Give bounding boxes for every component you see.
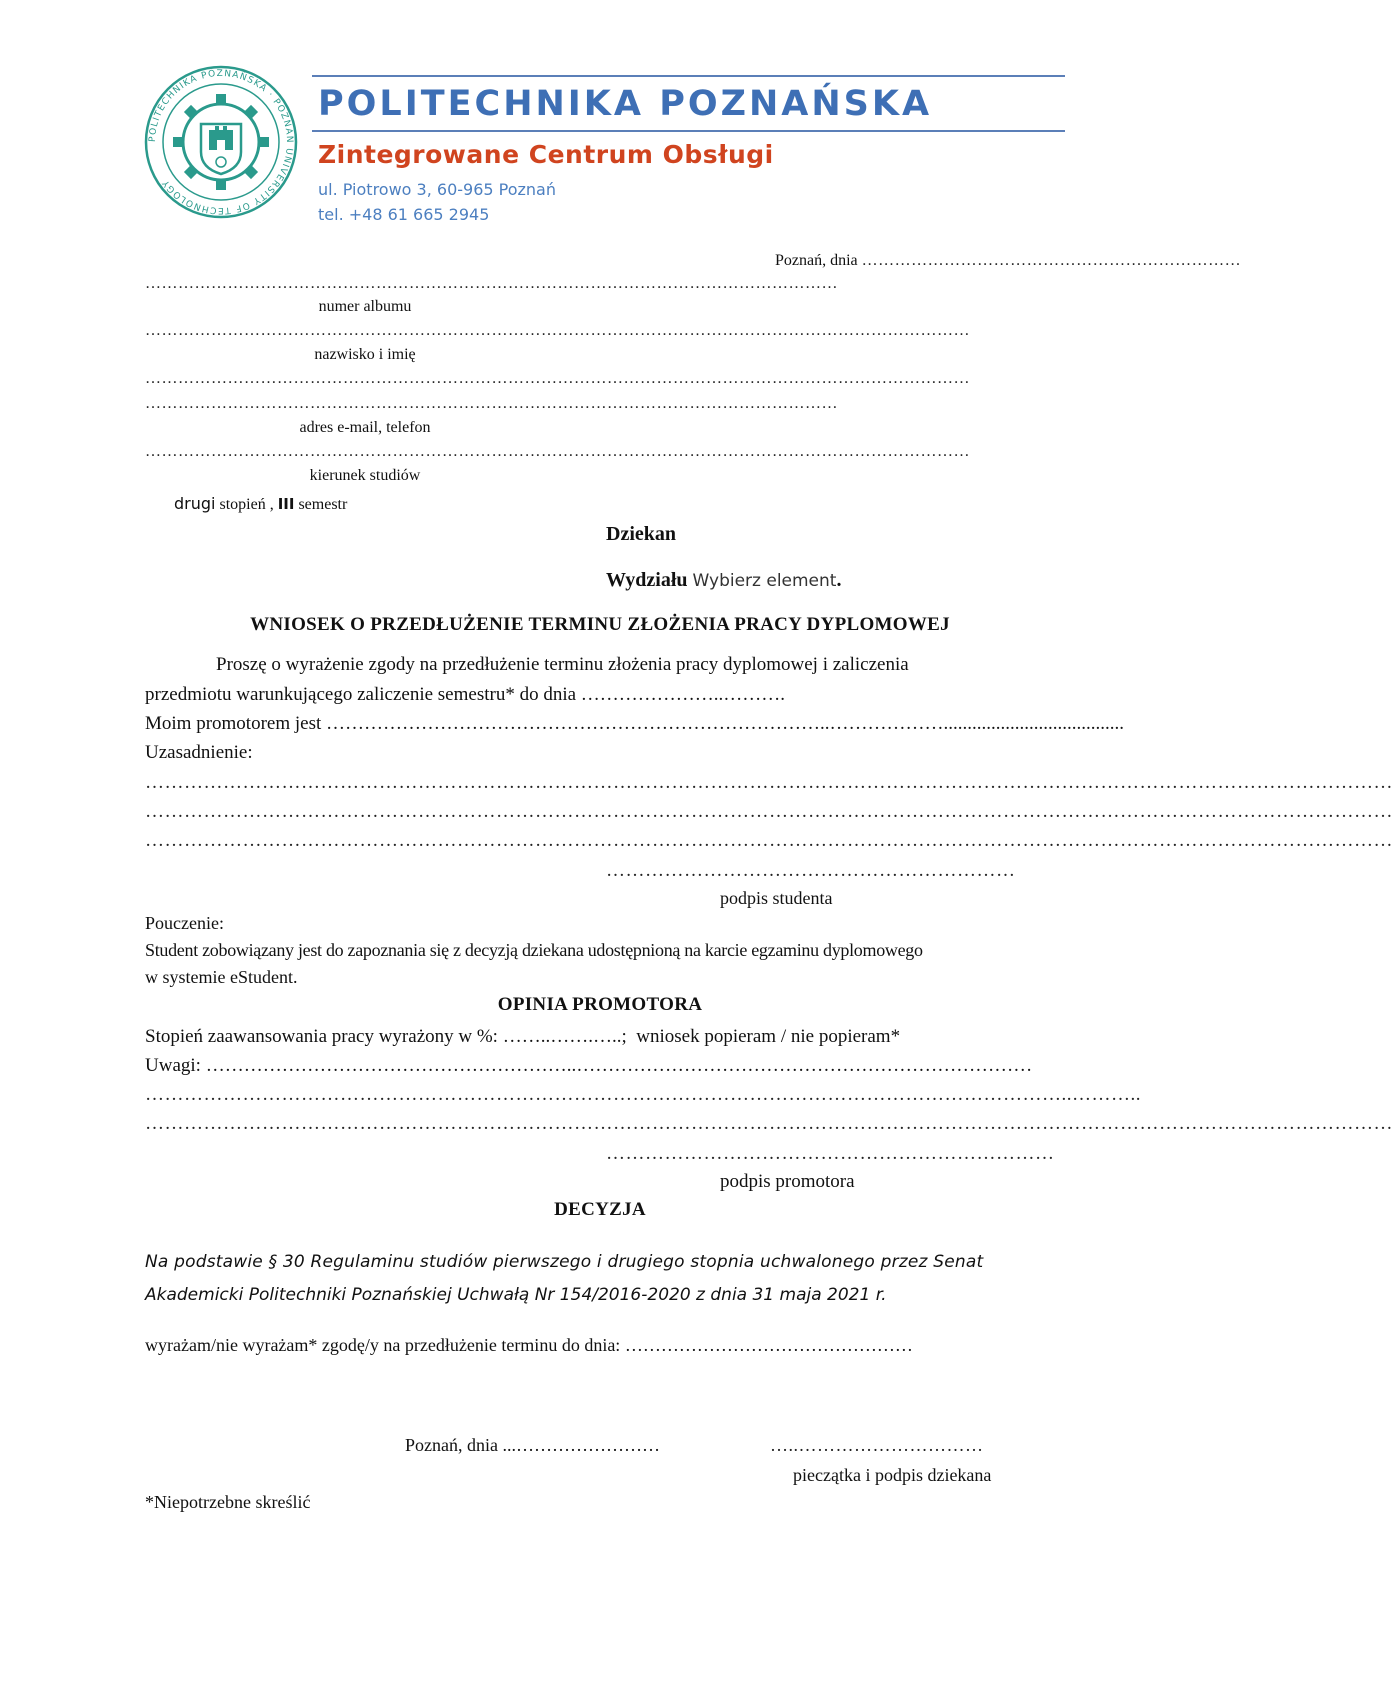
consent-text: wyrażam/nie wyrażam* zgodę/y na przedłużenie terminu do dnia: (145, 1335, 621, 1355)
university-logo (143, 64, 299, 220)
contact-label: adres e-mail, telefon (299, 419, 431, 436)
remarks-label: Uwagi: (145, 1055, 201, 1076)
date-field[interactable]: …………………………………………………………… (861, 252, 1242, 269)
notice-line-2: w systemie eStudent. (145, 967, 298, 987)
faculty-line (606, 569, 841, 592)
header-bottom-line (312, 130, 1065, 132)
notice-line-1: Student zobowiązany jest do zapoznania się z decyzją dziekana udostępnioną na karcie egzaminu dyplomowego (145, 940, 923, 960)
album-label: numer albumu (318, 298, 412, 315)
request-line-2-text: przedmiotu warunkującego zaliczenie semestru* do dnia (145, 684, 577, 705)
faculty-prefix: Wydziału (606, 569, 688, 591)
progress-label: Stopień zaawansowania pracy wyrażony w %: (145, 1026, 498, 1047)
dean-signature-field[interactable]: …..………………………… (770, 1435, 984, 1455)
university-name: POLITECHNIKA POZNAŃSKA (318, 84, 933, 124)
opinion-title: OPINIA PROMOTORA (497, 994, 703, 1015)
decision-date-field[interactable]: ...…………………… (502, 1435, 660, 1455)
legal-basis-line-1: Na podstawie § 30 Regulaminu studiów pierwszego i drugiego stopnia uchwalonego przez Senat (145, 1252, 984, 1272)
request-title: WNIOSEK O PRZEDŁUŻENIE TERMINU ZŁOŻENIA PRACY DYPLOMOWEJ (250, 614, 950, 635)
name-label: nazwisko i imię (314, 346, 416, 363)
request-date-field[interactable]: …………………..………. (580, 684, 786, 705)
justification-line-3[interactable]: ………………………………………………………………………………………………………………………………………………………………………… (145, 830, 1393, 851)
header-top-line (312, 75, 1065, 77)
address: ul. Piotrowo 3, 60-965 Poznań (318, 180, 556, 199)
promoter-line (145, 713, 1125, 735)
name-field[interactable]: …………………………………………………………………………………………………………………………………… (145, 322, 970, 339)
date-label: Poznań, dnia (775, 252, 858, 269)
justification-line-1[interactable]: ………………………………………………………………………………………………………………………………………………………………………… (145, 772, 1393, 793)
promoter-label: Moim promotorem jest (145, 713, 322, 734)
request-line-1: Proszę o wyrażenie zgody na przedłużenie terminu złożenia pracy dyplomowej i zaliczenia (216, 654, 909, 675)
remarks-field-1[interactable]: …………………………………………………..……………………………………………………………… (205, 1055, 1033, 1076)
notice-heading: Pouczenie: (145, 913, 224, 933)
decision-date-line (405, 1435, 660, 1456)
support-choice[interactable]: wniosek popieram / nie popieram* (636, 1026, 901, 1047)
level-suffix: semestr (294, 496, 348, 513)
level-value[interactable]: drugi (174, 494, 216, 513)
legal-basis-line-2: Akademicki Politechniki Poznańskiej Uchwałą Nr 154/2016-2020 z dnia 31 maja 2021 r. (145, 1285, 887, 1305)
level-middle: stopień , (215, 496, 278, 513)
remarks-field-3[interactable]: ………………………………………………………………………………………………………………………………………………………………………… (145, 1113, 1393, 1134)
justification-label: Uzasadnienie: (145, 742, 253, 763)
progress-line (145, 1026, 900, 1048)
promoter-signature-label: podpis promotora (720, 1171, 855, 1192)
faculty-select[interactable]: Wybierz element (692, 571, 837, 591)
consent-date-field[interactable]: ………………………………………… (624, 1335, 913, 1355)
date-line (775, 252, 1242, 270)
album-field[interactable]: ……………………………………………………………………………………………………………… (145, 275, 838, 292)
center-name: Zintegrowane Centrum Obsługi (318, 140, 774, 169)
contact-field-2[interactable]: ……………………………………………………………………………………………………………… (145, 395, 838, 412)
study-level (174, 494, 347, 514)
request-line-2 (145, 684, 785, 706)
dean-signature-label: pieczątka i podpis dziekana (793, 1465, 992, 1485)
remarks-field-2[interactable]: ……………………………………………………………………………………………………………………………..……….. (145, 1084, 1141, 1105)
decision-date-label: Poznań, dnia (405, 1435, 498, 1455)
student-signature-label: podpis studenta (720, 888, 833, 908)
progress-field[interactable]: ……..…….…..; (502, 1026, 627, 1047)
faculty-dot: . (836, 569, 842, 591)
field-of-study-field[interactable]: …………………………………………………………………………………………………………………………………… (145, 443, 970, 460)
promoter-field[interactable]: ……………………………………………………………………..………………...................................... (326, 713, 1125, 734)
field-of-study-label: kierunek studiów (309, 467, 421, 484)
justification-line-2[interactable]: ………………………………………………………………………………………………………………………………………………………………………… (145, 801, 1393, 822)
student-signature-field[interactable]: ……………………………………………………… (606, 860, 1016, 881)
dean-title: Dziekan (606, 523, 676, 545)
footnote: *Niepotrzebne skreślić (145, 1492, 311, 1512)
logo-ring-text: POLITECHNIKA POZNAŃSKA · POZNAN UNIVERSITY OF TECHNOLOGY (147, 68, 295, 216)
consent-line (145, 1335, 913, 1356)
semester-value[interactable]: III (277, 495, 295, 513)
promoter-signature-field[interactable]: …………………………………………………………… (606, 1143, 1055, 1164)
remarks-line (145, 1055, 1060, 1077)
phone: tel. +48 61 665 2945 (318, 205, 490, 224)
decision-title: DECYZJA (554, 1199, 646, 1220)
contact-field-1[interactable]: …………………………………………………………………………………………………………………………………… (145, 370, 970, 387)
